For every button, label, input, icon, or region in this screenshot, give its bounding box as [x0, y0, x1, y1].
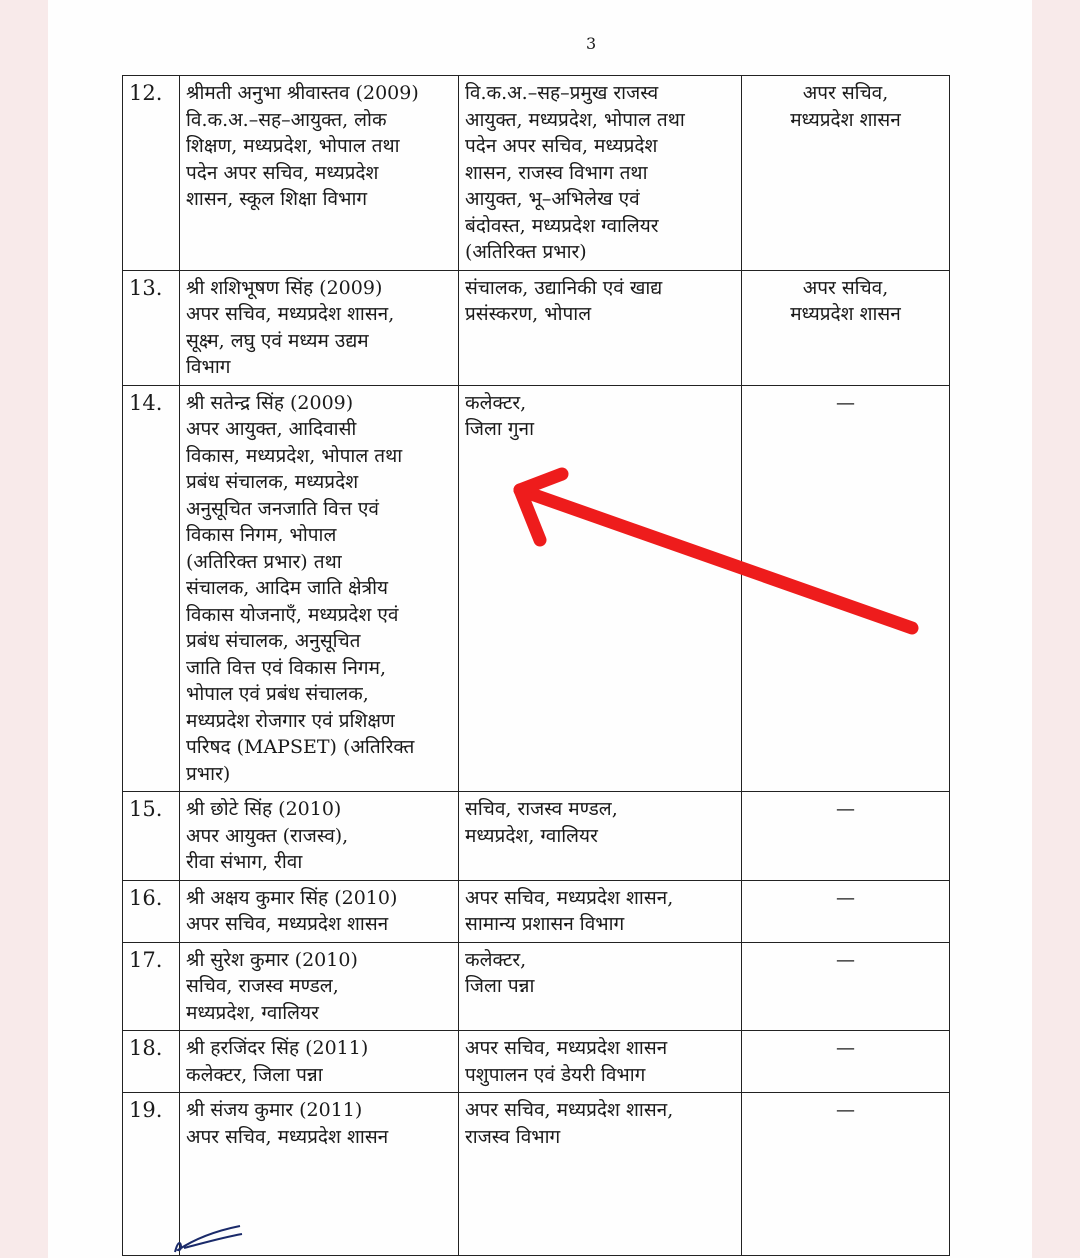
remark-line: —	[836, 1037, 855, 1059]
new-post-cell	[459, 76, 742, 271]
serial-number-text: 19.	[129, 1098, 163, 1122]
current-post-line: कलेक्टर, जिला पन्ना	[186, 1063, 323, 1086]
serial-number-text: 18.	[129, 1036, 163, 1060]
new-post-cell	[459, 1093, 742, 1256]
serial-number	[123, 942, 180, 1031]
current-post-line: पदेन अपर सचिव, मध्यप्रदेश	[186, 161, 379, 184]
table-row	[123, 942, 950, 1031]
officer-name: श्री सतेन्द्र सिंह (2009)	[186, 391, 354, 414]
remark-cell	[742, 1093, 950, 1256]
new-post-line: सामान्य प्रशासन विभाग	[465, 913, 625, 935]
new-post-line: कलेक्टर,	[465, 948, 527, 971]
remark-line: —	[836, 886, 855, 909]
new-post-cell	[459, 792, 742, 881]
new-post-line: कलेक्टर,	[465, 391, 527, 414]
serial-number	[123, 792, 180, 881]
current-post-line: विकास निगम, भोपाल	[186, 524, 337, 546]
officer-name: श्रीमती अनुभा श्रीवास्तव (2009)	[186, 82, 419, 104]
new-post-line: वि.क.अ.–सह–प्रमुख राजस्व	[465, 82, 659, 104]
officer-cell	[180, 270, 459, 385]
new-post-line: आयुक्त, मध्यप्रदेश, भोपाल तथा	[465, 108, 685, 131]
new-post-line: सचिव, राजस्व मण्डल,	[465, 798, 618, 820]
new-post-line: पशुपालन एवं डेयरी विभाग	[465, 1063, 646, 1086]
table-row	[123, 1031, 950, 1093]
new-post-line: जिला पन्ना	[465, 975, 535, 997]
new-post-line: पदेन अपर सचिव, मध्यप्रदेश	[465, 135, 658, 157]
remark-line: अपर सचिव,	[802, 276, 889, 299]
new-post-line: आयुक्त, भू–अभिलेख एवं	[465, 188, 640, 210]
serial-number-text: 14.	[129, 390, 163, 415]
current-post-line: अपर सचिव, मध्यप्रदेश शासन	[186, 913, 389, 935]
new-post-cell	[459, 942, 742, 1031]
remark-cell	[742, 270, 950, 385]
officer-name: श्री संजय कुमार (2011)	[186, 1099, 363, 1121]
remark-cell	[742, 76, 950, 271]
new-post-line: अपर सचिव, मध्यप्रदेश शासन,	[465, 1099, 674, 1121]
new-post-line: शासन, राजस्व विभाग तथा	[465, 161, 648, 184]
serial-number-text: 17.	[129, 947, 163, 972]
current-post-line: अनुसूचित जनजाति वित्त एवं	[186, 497, 379, 520]
officer-cell	[180, 880, 459, 942]
new-post-line: (अतिरिक्त प्रभार)	[465, 241, 587, 263]
current-post-line: अपर सचिव, मध्यप्रदेश शासन,	[186, 303, 395, 325]
current-post-line: रीवा संभाग, रीवा	[186, 851, 303, 873]
current-post-line: संचालक, आदिम जाति क्षेत्रीय	[186, 577, 389, 599]
remark-line: मध्यप्रदेश शासन	[790, 303, 901, 325]
officer-name: श्री शशिभूषण सिंह (2009)	[186, 276, 383, 299]
current-post-line: जाति वित्त एवं विकास निगम,	[186, 656, 387, 679]
serial-number	[123, 1031, 180, 1093]
remark-cell	[742, 1031, 950, 1093]
remark-line: मध्यप्रदेश शासन	[790, 108, 901, 131]
remark-cell	[742, 880, 950, 942]
new-post-cell	[459, 270, 742, 385]
current-post-line: शिक्षण, मध्यप्रदेश, भोपाल तथा	[186, 135, 400, 157]
current-post-line: (अतिरिक्त प्रभार) तथा	[186, 550, 342, 573]
remark-line: —	[836, 948, 855, 971]
officer-cell	[180, 1031, 459, 1093]
current-post-line: अपर सचिव, मध्यप्रदेश शासन	[186, 1125, 389, 1148]
officer-name: श्री छोटे सिंह (2010)	[186, 798, 342, 820]
serial-number	[123, 76, 180, 271]
table-row	[123, 385, 950, 792]
current-post-line: विकास, मध्यप्रदेश, भोपाल तथा	[186, 444, 403, 467]
table-row	[123, 270, 950, 385]
remark-line: —	[836, 1099, 855, 1121]
current-post-line: भोपाल एवं प्रबंध संचालक,	[186, 683, 369, 705]
new-post-line: राजस्व विभाग	[465, 1125, 561, 1148]
remark-cell	[742, 385, 950, 792]
new-post-line: मध्यप्रदेश, ग्वालियर	[465, 824, 598, 847]
new-post-line: प्रसंस्करण, भोपाल	[465, 303, 592, 325]
current-post-line: प्रबंध संचालक, मध्यप्रदेश	[186, 471, 359, 493]
remark-line: —	[836, 798, 855, 820]
remark-cell	[742, 792, 950, 881]
current-post-line: प्रभार)	[186, 762, 231, 785]
officer-cell	[180, 942, 459, 1031]
officer-name: श्री हरजिंदर सिंह (2011)	[186, 1037, 369, 1059]
current-post-line: शासन, स्कूल शिक्षा विभाग	[186, 188, 368, 210]
serial-number-text: 13.	[129, 275, 163, 300]
officer-cell	[180, 792, 459, 881]
new-post-cell	[459, 1031, 742, 1093]
current-post-line: विभाग	[186, 356, 231, 378]
serial-number	[123, 385, 180, 792]
current-post-line: प्रबंध संचालक, अनुसूचित	[186, 630, 361, 652]
new-post-line: अपर सचिव, मध्यप्रदेश शासन	[465, 1037, 668, 1059]
serial-number-text: 16.	[129, 885, 163, 910]
new-post-cell	[459, 385, 742, 792]
table-row	[123, 792, 950, 881]
new-post-line: जिला गुना	[465, 418, 535, 440]
current-post-line: परिषद (MAPSET) (अतिरिक्त	[186, 736, 415, 758]
current-post-line: मध्यप्रदेश रोजगार एवं प्रशिक्षण	[186, 709, 395, 732]
remark-cell	[742, 942, 950, 1031]
current-post-line: मध्यप्रदेश, ग्वालियर	[186, 1001, 319, 1024]
serial-number	[123, 880, 180, 942]
serial-number-text: 12.	[129, 81, 163, 105]
officer-name: श्री अक्षय कुमार सिंह (2010)	[186, 886, 398, 909]
serial-number	[123, 270, 180, 385]
new-post-line: अपर सचिव, मध्यप्रदेश शासन,	[465, 886, 674, 909]
current-post-line: वि.क.अ.–सह–आयुक्त, लोक	[186, 108, 387, 131]
serial-number-text: 15.	[129, 797, 163, 821]
current-post-line: अपर आयुक्त, आदिवासी	[186, 418, 357, 440]
current-post-line: विकास योजनाएँ, मध्यप्रदेश एवं	[186, 603, 399, 626]
new-post-line: संचालक, उद्यानिकी एवं खाद्य	[465, 276, 663, 299]
remark-line: अपर सचिव,	[802, 82, 889, 104]
signature	[170, 1222, 250, 1258]
remark-line: —	[836, 391, 855, 414]
current-post-line: सूक्ष्म, लघु एवं मध्यम उद्यम	[186, 329, 369, 352]
officer-cell	[180, 76, 459, 271]
table-row	[123, 880, 950, 942]
transfer-table	[122, 75, 950, 1256]
new-post-line: बंदोवस्त, मध्यप्रदेश ग्वालियर	[465, 214, 659, 237]
new-post-cell	[459, 880, 742, 942]
current-post-line: सचिव, राजस्व मण्डल,	[186, 975, 339, 997]
officer-name: श्री सुरेश कुमार (2010)	[186, 948, 358, 971]
page-number: 3	[586, 34, 597, 53]
current-post-line: अपर आयुक्त (राजस्व),	[186, 824, 349, 847]
table-row	[123, 76, 950, 271]
officer-cell	[180, 385, 459, 792]
